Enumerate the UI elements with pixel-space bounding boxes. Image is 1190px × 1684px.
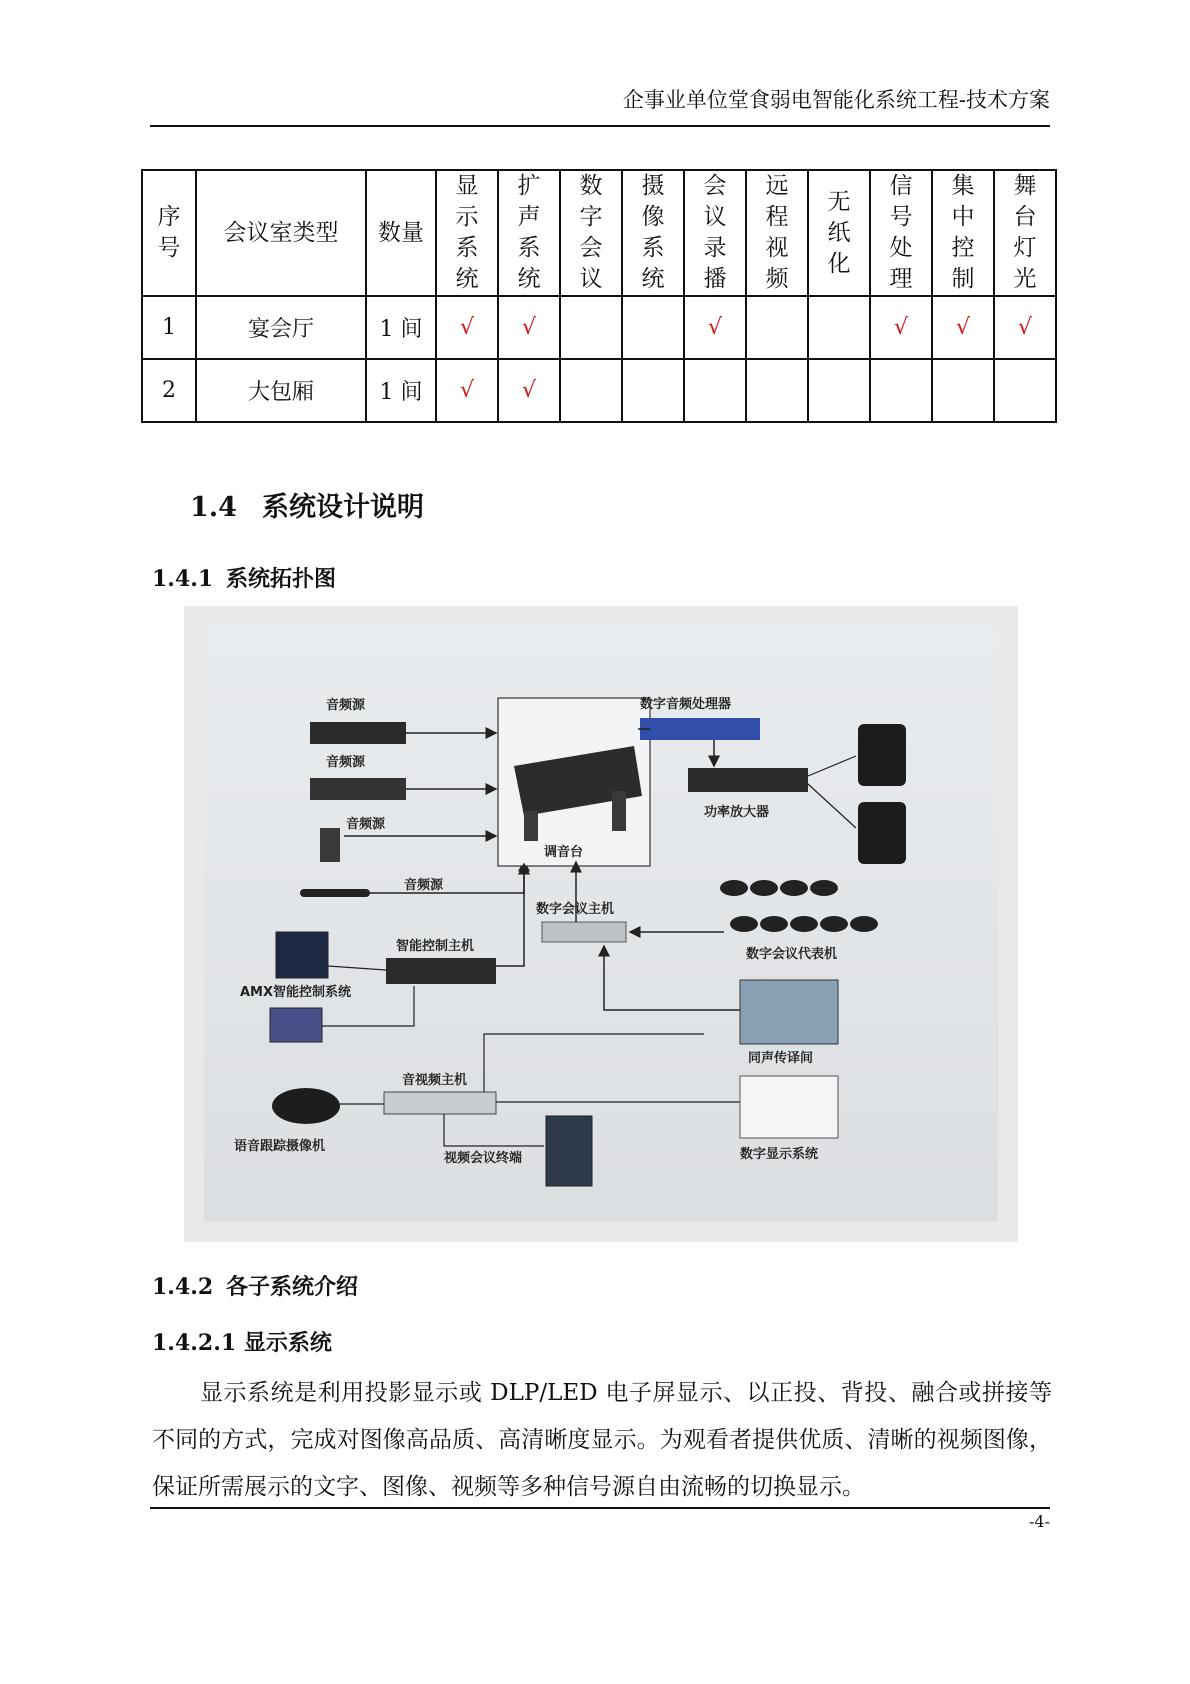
amplifier-label: 功率放大器	[704, 805, 770, 820]
audio-source-device-1	[310, 722, 406, 744]
dsp-device	[640, 718, 760, 740]
mixer-label: 调音台	[544, 845, 584, 860]
interp-booth-icon	[740, 980, 838, 1044]
cell-mark	[746, 359, 808, 422]
col-header-camera: 摄像系统	[622, 170, 684, 296]
col-header-stage-light: 舞台灯光	[994, 170, 1056, 296]
display-system-icon	[740, 1076, 838, 1138]
cell-mark: √	[870, 296, 932, 359]
room-requirements-table	[141, 169, 1057, 423]
cell-no: 1	[142, 296, 196, 359]
col-header-type: 会议室类型	[196, 170, 366, 296]
cell-mark: √	[932, 296, 994, 359]
cell-mark	[560, 359, 622, 422]
cell-mark: √	[436, 296, 498, 359]
display-label: 数字显示系统	[740, 1147, 819, 1162]
ctrl-host-label: 智能控制主机	[396, 939, 475, 954]
cell-type: 宴会厅	[196, 296, 366, 359]
cell-mark	[808, 296, 870, 359]
audio-source-label-1: 音频源	[326, 698, 366, 713]
col-header-digital-conf: 数字会议	[560, 170, 622, 296]
col-header-central-ctrl: 集中控制	[932, 170, 994, 296]
video-conf-terminal-icon	[546, 1116, 592, 1186]
subsection-heading-topology	[152, 562, 336, 593]
amx-monitor-icon	[276, 932, 328, 978]
speaker-icon	[858, 724, 906, 786]
col-header-no: 序号	[142, 170, 196, 296]
col-header-paperless: 无纸化	[808, 170, 870, 296]
cell-qty: 1 间	[366, 296, 436, 359]
delegates-label: 数字会议代表机	[746, 947, 838, 962]
cell-no: 2	[142, 359, 196, 422]
cell-qty: 1 间	[366, 359, 436, 422]
cell-mark	[560, 296, 622, 359]
mixer-leg	[524, 811, 538, 841]
table-header-row	[142, 170, 1056, 296]
subsection-number: 1.4.2	[152, 1274, 214, 1300]
cell-mark: √	[436, 359, 498, 422]
amplifier-device	[688, 768, 808, 792]
subsection-heading-subsystems	[152, 1270, 358, 1301]
display-system-paragraph: 显示系统是利用投影显示或 DLP/LED 电子屏显示、以正投、背投、融合或拼接等不同的方式，完成对图像高品质、高清晰度显示。为观看者提供优质、清晰的视频图像，保证所需展示的文字、图像、视频等多种信号源自由流畅的切换显示。	[152, 1380, 1052, 1500]
av-host-label: 音视频主机	[402, 1073, 468, 1088]
page-number: -4-	[1029, 1512, 1050, 1531]
col-header-display: 显示系统	[436, 170, 498, 296]
topology-svg	[184, 606, 1018, 1242]
tracking-cam-label: 语音跟踪摄像机	[234, 1139, 326, 1154]
table-row	[142, 359, 1056, 422]
col-header-qty: 数量	[366, 170, 436, 296]
conf-host-label: 数字会议主机	[536, 902, 615, 917]
col-header-remote-video: 远程视频	[746, 170, 808, 296]
header-rule	[150, 125, 1050, 127]
audio-source-label-4: 音频源	[404, 878, 444, 893]
conf-host-device	[542, 922, 626, 942]
wireless-mic-receiver	[320, 828, 340, 862]
topology-diagram	[184, 606, 1018, 1242]
speaker-icon	[858, 802, 906, 864]
subsection-title: 各子系统介绍	[226, 1274, 359, 1300]
subsection-title: 系统拓扑图	[226, 566, 337, 592]
section-heading	[190, 485, 424, 524]
amx-label: AMX智能控制系统	[240, 985, 352, 1000]
video-conf-label: 视频会议终端	[444, 1151, 523, 1166]
col-header-recording: 会议录播	[684, 170, 746, 296]
cell-mark	[622, 296, 684, 359]
section-title: 系统设计说明	[262, 492, 424, 523]
audio-source-label-3: 音频源	[346, 817, 386, 832]
subsection-number: 1.4.1	[152, 566, 214, 592]
audio-source-device-2	[310, 778, 406, 800]
interp-label: 同声传译间	[748, 1051, 814, 1066]
mixer-leg	[612, 791, 626, 831]
footer-rule	[150, 1507, 1050, 1509]
amx-touchpanel-icon	[270, 1008, 322, 1042]
cell-mark: √	[498, 296, 560, 359]
cell-type: 大包厢	[196, 359, 366, 422]
section-number: 1.4	[190, 492, 237, 523]
cell-mark	[622, 359, 684, 422]
handheld-mic	[300, 889, 370, 897]
ctrl-host-device	[386, 958, 496, 984]
cell-mark	[684, 359, 746, 422]
cell-mark: √	[684, 296, 746, 359]
cell-mark	[870, 359, 932, 422]
cell-mark	[932, 359, 994, 422]
cell-mark: √	[994, 296, 1056, 359]
dsp-label: 数字音频处理器	[640, 697, 732, 712]
audio-source-label-2: 音频源	[326, 755, 366, 770]
subsubsection-heading: 1.4.2.1 显示系统	[152, 1330, 332, 1356]
page-header: 企事业单位堂食弱电智能化系统工程-技术方案	[622, 88, 1050, 112]
table-row	[142, 296, 1056, 359]
av-host-device	[384, 1092, 496, 1114]
cell-mark: √	[498, 359, 560, 422]
col-header-pa: 扩声系统	[498, 170, 560, 296]
col-header-signal: 信号处理	[870, 170, 932, 296]
cell-mark	[994, 359, 1056, 422]
tracking-camera-icon	[272, 1088, 340, 1124]
cell-mark	[746, 296, 808, 359]
cell-mark	[808, 359, 870, 422]
